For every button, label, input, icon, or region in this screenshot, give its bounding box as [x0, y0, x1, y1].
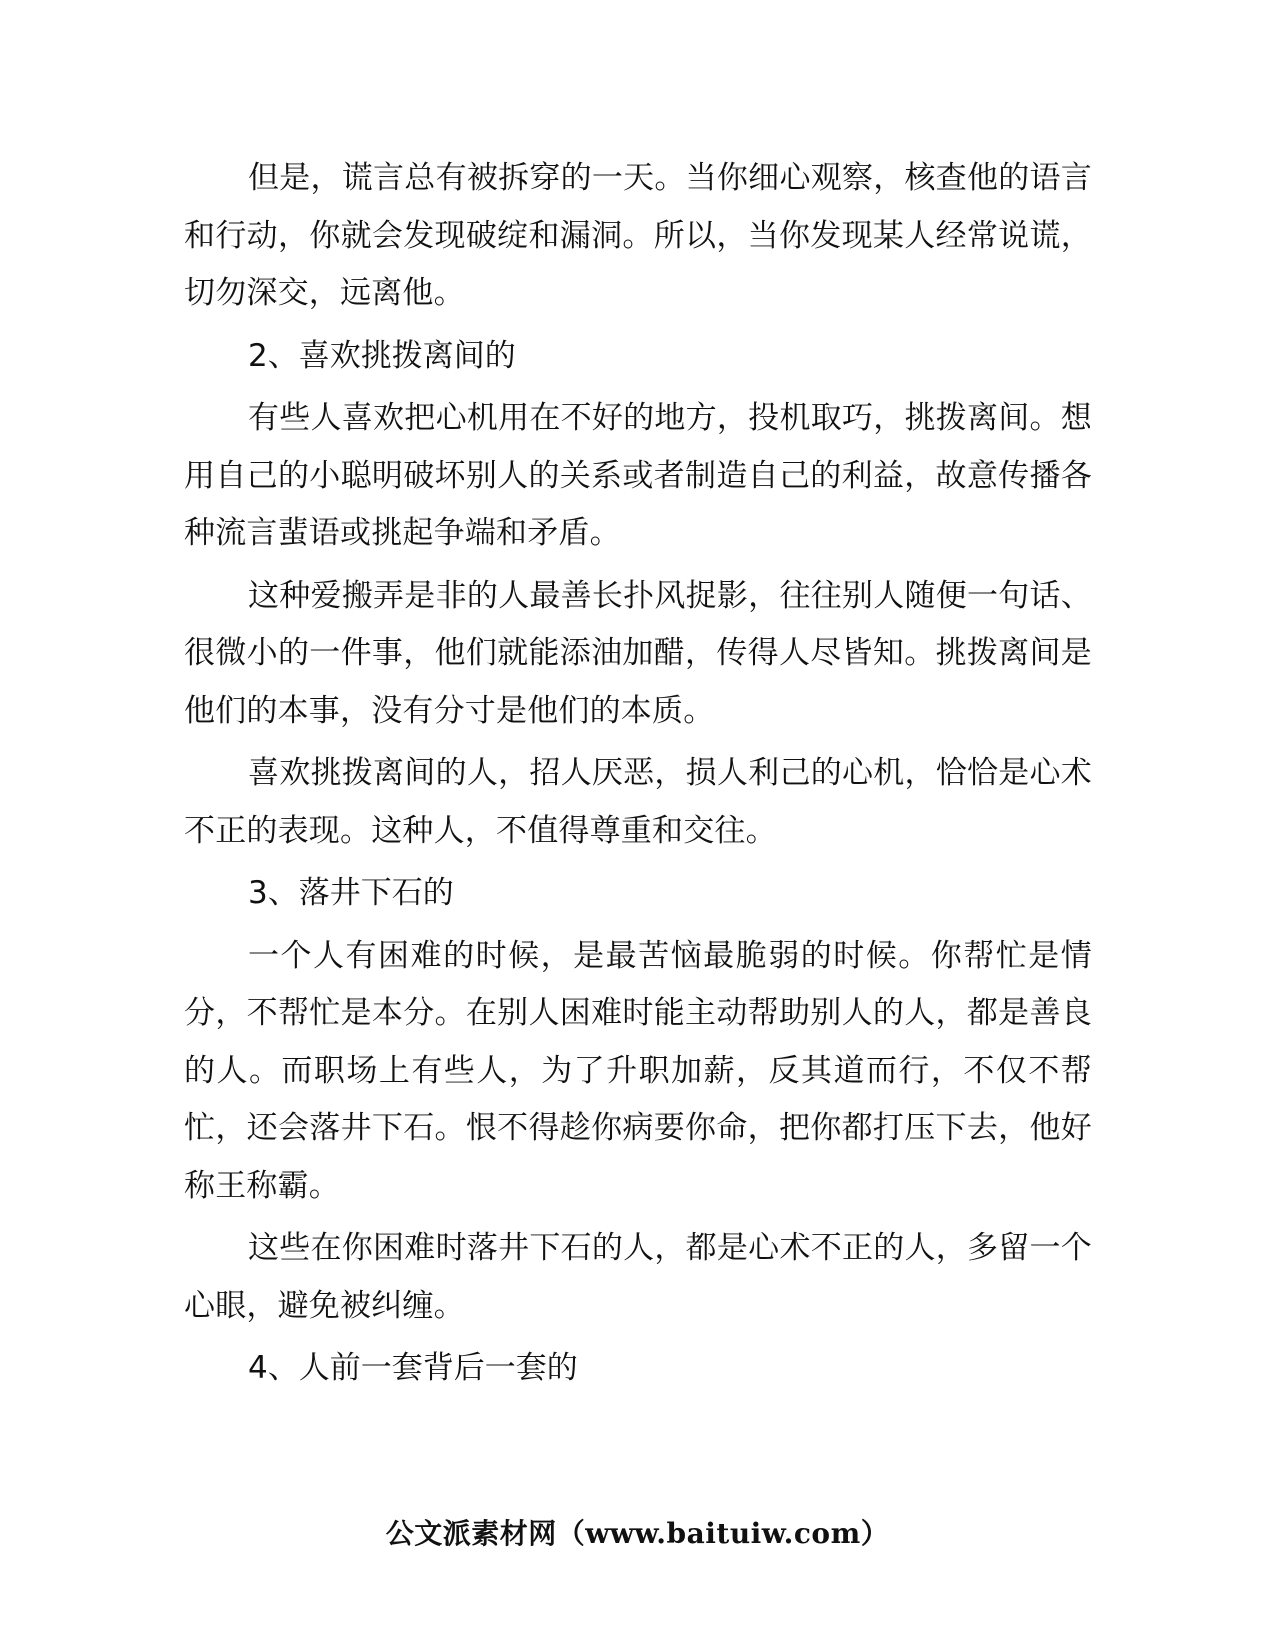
page-footer: 公文派素材网（www.baituiw.com）: [385, 1517, 890, 1550]
paragraph: 一个人有困难的时候，是最苦恼最脆弱的时候。你帮忙是情分，不帮忙是本分。在别人困难时能主动帮助别人的人，都是善良的人。而职场上有些人，为了升职加薪，反其道而行，不仅不帮忙，还会落井下石。恨不得趁你病要你命，把你都打压下去，他好称王称霸。: [184, 937, 1092, 1204]
paragraph: 喜欢挑拨离间的人，招人厌恶，损人利己的心机，恰恰是心术不正的表现。这种人，不值得尊重和交往。: [184, 755, 1092, 849]
paragraph: 有些人喜欢把心机用在不好的地方，投机取巧，挑拨离间。想用自己的小聪明破坏别人的关系或者制造自己的利益，故意传播各种流言蜚语或挑起争端和矛盾。: [184, 400, 1092, 551]
paragraph: 但是，谎言总有被拆穿的一天。当你细心观察，核查他的语言和行动，你就会发现破绽和漏洞。所以，当你发现某人经常说谎，切勿深交，远离他。: [184, 160, 1092, 311]
paragraph: 这些在你困难时落井下石的人，都是心术不正的人，多留一个心眼，避免被纠缠。: [184, 1230, 1092, 1324]
section-heading: 4、人前一套背后一套的: [248, 1350, 578, 1386]
section-heading: 3、落井下石的: [248, 875, 454, 911]
document-body: [184, 150, 1092, 1403]
paragraph: 这种爱搬弄是非的人最善长扑风捉影，往往别人随便一句话、很微小的一件事，他们就能添油加醋，传得人尽皆知。挑拨离间是他们的本事，没有分寸是他们的本质。: [184, 577, 1092, 729]
section-heading: 2、喜欢挑拨离间的: [248, 337, 516, 374]
